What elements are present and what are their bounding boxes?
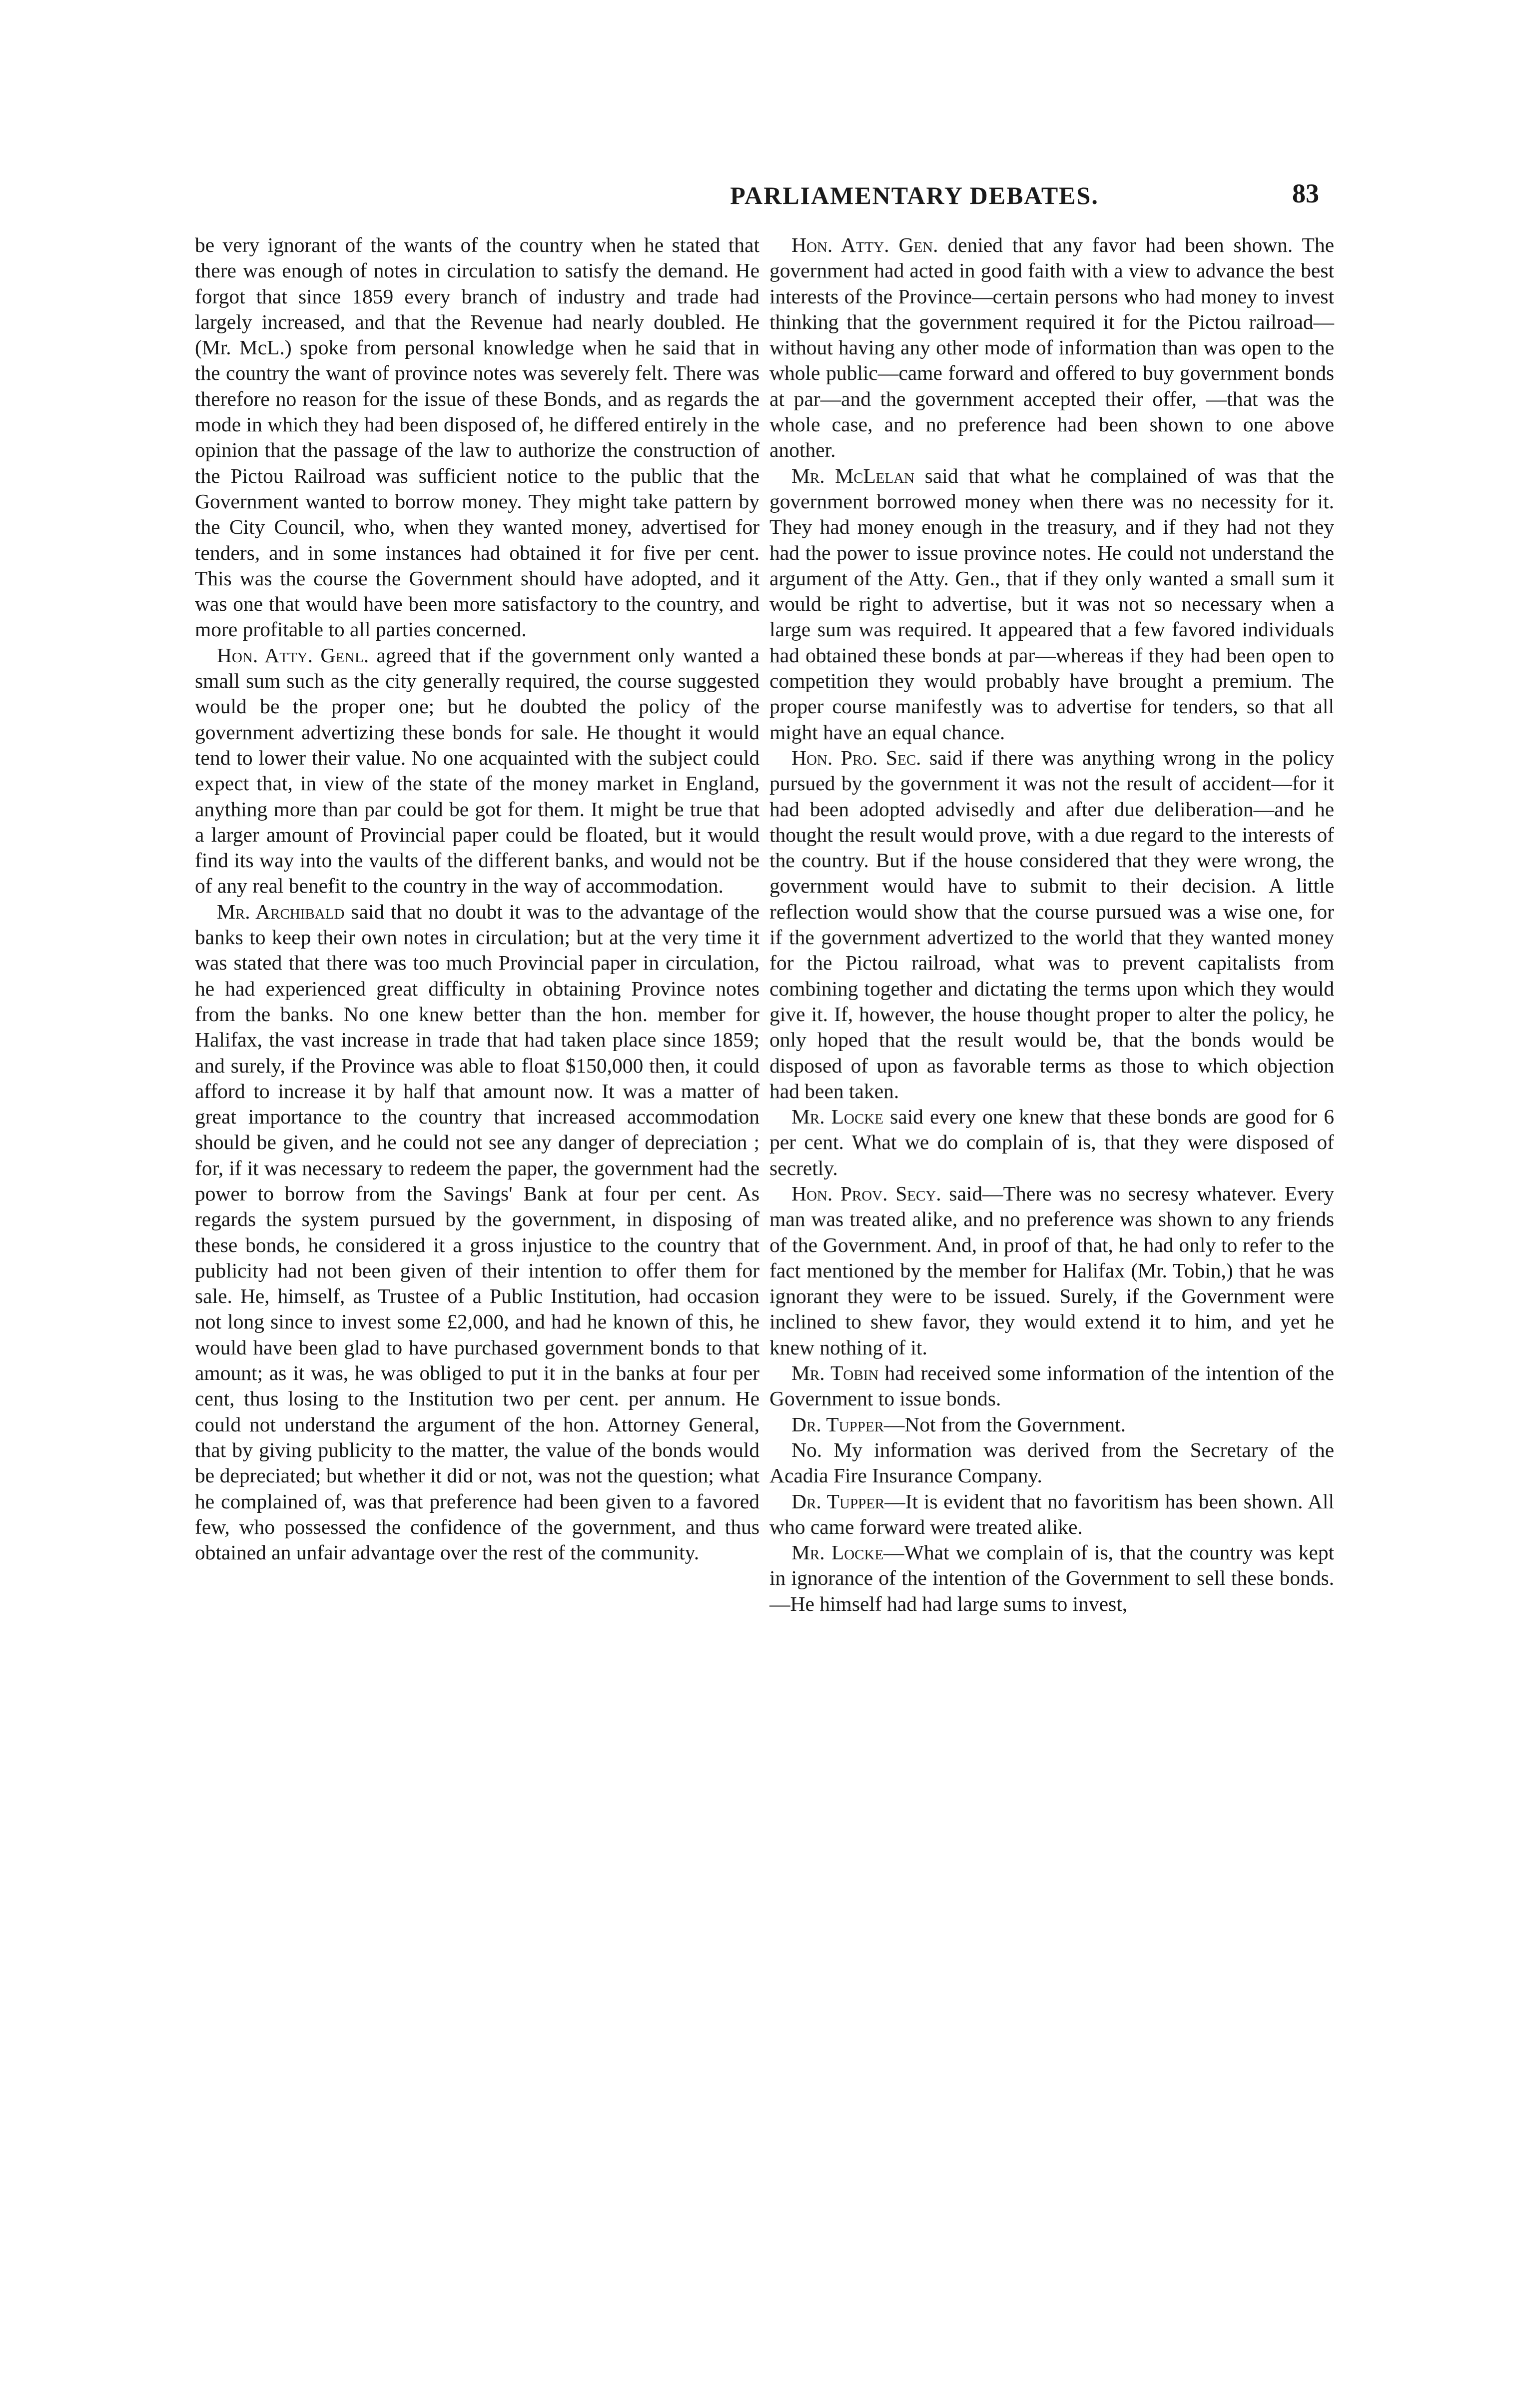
left-paragraph-3 — [195, 899, 760, 1566]
speech-text: said—There was no secresy whatever. Every man was treated alike, and no preference was shown to any friends of the Government. And, in proof of that, he had only to refer to the fact mentioned by the member for Halifax (Mr. Tobin,) that he was ignorant they were to be issued. Surely, if the Government were inclined to shew favor, they would extend it to him, and yet he knew nothing of it. — [769, 1182, 1335, 1359]
speech-text: said that no doubt it was to the advantage of the banks to keep their own notes in circulation; but at the very time it was stated that there was too much Provincial paper in circulation, he had experienced great difficulty in obtaining Province notes from the banks. No one knew better than the hon. member for Halifax, the vast increase in trade that had taken place since 1859; and surely, if the Province was able to float $150,000 then, it could afford to increase it by half that amount now. It was a matter of great importance to the country that increased accommodation should be given, and he could not see any danger of depreciation ; for, if it was necessary to redeem the paper, the government had the power to borrow from the Savings' Bank at four per cent. As regards the system pursued by the government, in disposing of these bonds, he considered it a gross injustice to the country that publicity had not been given of their intention to offer them for sale. He, himself, as Trustee of a Public Institution, had occasion not long since to invest some £2,000, and had he known of this, he would have been glad to have purchased government bonds to that amount; as it was, he was obliged to put it in the banks at four per cent, thus losing to the Institution two per cent. per annum. He could not understand the argument of the hon. Attorney General, that by giving publicity to the matter, the value of the bonds would be depreciated; but whether it did or not, was not the question; what he complained of, was that preference had been given to a favored few, who possessed the confidence of the government, and thus obtained an unfair advantage over the rest of the community. — [195, 900, 760, 1564]
left-paragraph-1: be very ignorant of the wants of the country when he stated that there was enough of notes in circulation to satisfy the demand. He forgot that since 1859 every branch of industry and trade had largely increased, and that the Revenue had nearly doubled. He (Mr. McL.) spoke from personal knowledge when he said that in the country the want of province notes was severely felt. There was therefore no reason for the issue of these Bonds, and as regards the mode in which they had been disposed of, he differed entirely in the opinion that the passage of the law to authorize the construction of the Pictou Railroad was sufficient notice to the public that the Government wanted to borrow money. They might take pattern by the City Council, who, when they wanted money, advertised for tenders, and in some instances had obtained it for five per cent. This was the course the Government should have adopted, and it was one that would have been more satisfactory to the country, and more profitable to all parties concerned. — [195, 233, 760, 641]
speaker-name: Hon. Prov. Secy. — [791, 1182, 941, 1205]
speaker-name: Mr. Tobin — [791, 1361, 879, 1385]
speaker-name: Hon. Atty. Gen. — [791, 233, 938, 256]
speaker-name: Dr. Tupper — [791, 1412, 884, 1436]
right-paragraph-5 — [769, 1181, 1334, 1360]
speaker-name: Hon. Pro. Sec. — [791, 746, 921, 769]
speech-text: —It is evident that no favoritism has been shown. All who came forward were treated alike. — [769, 1489, 1334, 1538]
right-paragraph-9 — [769, 1489, 1334, 1540]
left-column — [195, 232, 760, 1565]
right-column — [769, 232, 1334, 1617]
right-paragraph-4 — [769, 1104, 1334, 1181]
right-paragraph-3 — [769, 745, 1334, 1104]
speech-text: said if there was anything wrong in the policy pursued by the government it was not the result of accident—for it had been adopted advisedly and after due deliberation—and he thought the result would prove, with a due regard to the interests of the country. But if the house considered that they were wrong, the government would have to submit to their decision. A little reflection would show that the course pursued was a wise one, for if the government advertized to the world that they wanted money for the Pictou railroad, what was to prevent capitalists from combining together and dictating the terms upon which they would give it. If, however, the house thought proper to alter the policy, he only hoped that the result would be, that the bonds would be disposed of upon as favorable terms as those to which objection had been taken. — [769, 746, 1334, 1103]
speaker-name: Mr. Locke — [791, 1541, 884, 1564]
speech-text: had received some information of the intention of the Government to issue bonds. — [769, 1361, 1334, 1410]
speaker-name: Dr. Tupper — [791, 1489, 885, 1513]
right-paragraph-8: No. My information was derived from the Secretary of the Acadia Fire Insurance Company. — [769, 1438, 1334, 1487]
speaker-name: Mr. McLelan — [791, 464, 915, 487]
speaker-name: Mr. Archibald — [217, 900, 345, 923]
right-paragraph-7 — [769, 1412, 1334, 1437]
speaker-name: Hon. Atty. Genl. — [217, 643, 369, 667]
right-paragraph-1 — [769, 232, 1334, 463]
speech-text: —What we complain of is, that the country was kept in ignorance of the intention of the Government to sell these bonds.—He himself had had large sums to invest, — [769, 1541, 1334, 1615]
right-paragraph-10 — [769, 1540, 1334, 1617]
left-paragraph-2 — [195, 643, 760, 899]
page-number: 83 — [1292, 178, 1319, 208]
speech-text: said every one knew that these bonds are good for 6 per cent. What we do complain of is, that they were disposed of secretly. — [769, 1105, 1334, 1180]
right-paragraph-6 — [769, 1360, 1334, 1412]
running-header: PARLIAMENTARY DEBATES. — [730, 181, 1099, 209]
speech-text: said that what he complained of was that the government borrowed money when there was no necessity for it. They had money enough in the treasury, and if they had not they had the power to issue province notes. He could not understand the argument of the Atty. Gen., that if they only wanted a small sum it would be right to advertise, but it was not so necessary when a large sum was required. It appeared that a few favored individuals had obtained these bonds at par—whereas if they had been open to competition they would probably have brought a premium. The proper course manifestly was to advertise for tenders, so that all might have an equal chance. — [769, 464, 1334, 744]
speaker-name: Mr. Locke — [791, 1105, 883, 1129]
speech-text: denied that any favor had been shown. The government had acted in good faith with a view to advance the best interests of the Province—certain persons who had money to invest thinking that the government required it for the Pictou railroad—without having any other mode of information than was open to the whole public—came forward and offered to buy government bonds at par—and the government accepted their offer, —that was the whole case, and no preference had been shown to one above another. — [769, 233, 1334, 462]
speech-text: —Not from the Government. — [883, 1412, 1126, 1436]
right-paragraph-2 — [769, 463, 1334, 745]
speech-text: agreed that if the government only wanted a small sum such as the city generally required, the course suggested would be the proper one; but he doubted the policy of the government advertizing these bonds for sale. He thought it would tend to lower their value. No one acquainted with the subject could expect that, in view of the state of the money market in England, anything more than par could be got for them. It might be true that a larger amount of Provincial paper could be floated, but it would find its way into the vaults of the different banks, and would not be of any real benefit to the country in the way of accommodation. — [195, 643, 760, 898]
